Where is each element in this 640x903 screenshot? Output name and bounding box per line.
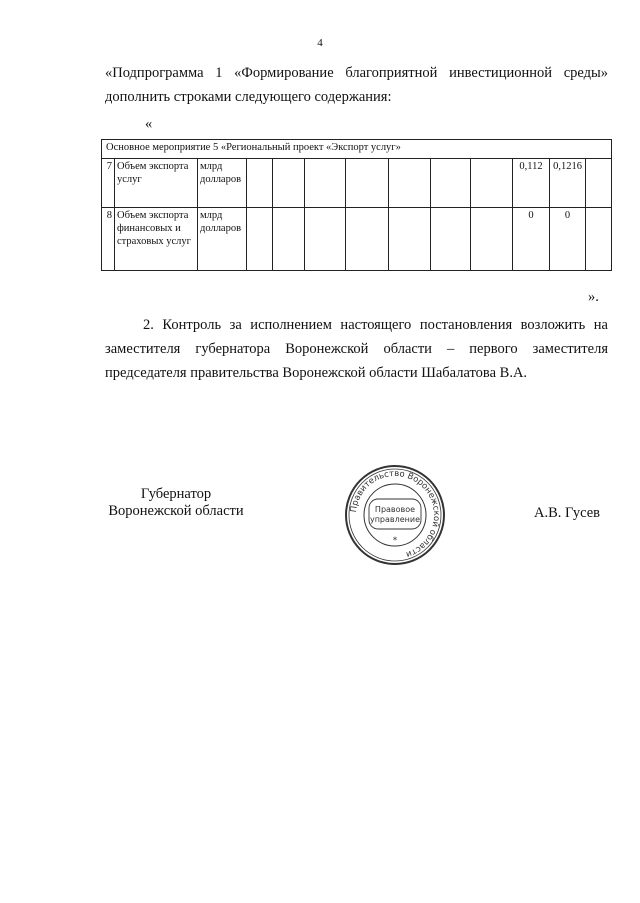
unit: млрд долларов xyxy=(198,159,247,208)
empty-cell xyxy=(586,208,612,271)
intro-line-2: дополнить строками следующего содержания: xyxy=(105,89,392,105)
value-cell: 0,112 xyxy=(513,159,550,208)
empty-cell xyxy=(247,159,273,208)
control-paragraph xyxy=(105,313,608,385)
empty-cell xyxy=(273,208,305,271)
table-row xyxy=(102,208,612,271)
empty-cell xyxy=(346,159,389,208)
indicator-name: Объем экспорта финансовых и страховых услуг xyxy=(115,208,198,271)
empty-cell xyxy=(471,208,513,271)
empty-cell xyxy=(305,159,346,208)
intro-paragraph xyxy=(105,61,608,109)
empty-cell xyxy=(247,208,273,271)
value-cell: 0 xyxy=(513,208,550,271)
empty-cell xyxy=(305,208,346,271)
signatory-name: А.В. Гусев xyxy=(534,505,600,521)
page-number: 4 xyxy=(317,37,323,49)
signatory-title-line-2: Воронежской области xyxy=(108,503,244,519)
table-row xyxy=(102,159,612,208)
empty-cell xyxy=(273,159,305,208)
indicator-name: Объем экспорта услуг xyxy=(115,159,198,208)
stamp-outer-text: Правительство Воронежской области xyxy=(349,468,442,560)
official-stamp xyxy=(344,464,446,566)
empty-cell xyxy=(389,208,431,271)
stamp-star: * xyxy=(392,536,398,546)
intro-line-1: «Подпрограмма 1 «Формирование благоприятной инвестиционной среды» xyxy=(105,65,608,81)
empty-cell xyxy=(471,159,513,208)
signatory-title-line-1: Губернатор xyxy=(140,486,212,502)
row-number: 7 xyxy=(102,159,115,208)
empty-cell xyxy=(389,159,431,208)
stamp-inner-line-1: Правовое xyxy=(374,505,416,514)
empty-cell xyxy=(431,159,471,208)
value-cell: 0 xyxy=(550,208,586,271)
unit: млрд долларов xyxy=(198,208,247,271)
empty-cell xyxy=(586,159,612,208)
row-number: 8 xyxy=(102,208,115,271)
opening-quote: « xyxy=(145,116,153,132)
value-cell: 0,1216 xyxy=(550,159,586,208)
control-paragraph-text: 2. Контроль за исполнением настоящего постановления возложить на заместителя губернатора Воронежской области – первого заместителя председателя правительства Воронежской области Шабалатова В.А. xyxy=(105,317,608,381)
closing-quote: ». xyxy=(588,289,599,305)
table-section-header: Основное мероприятие 5 «Региональный проект «Экспорт услуг» xyxy=(102,140,612,159)
empty-cell xyxy=(431,208,471,271)
measures-table xyxy=(101,139,612,271)
stamp-inner-line-2: управление xyxy=(369,515,421,524)
signatory-title xyxy=(105,486,247,520)
empty-cell xyxy=(346,208,389,271)
